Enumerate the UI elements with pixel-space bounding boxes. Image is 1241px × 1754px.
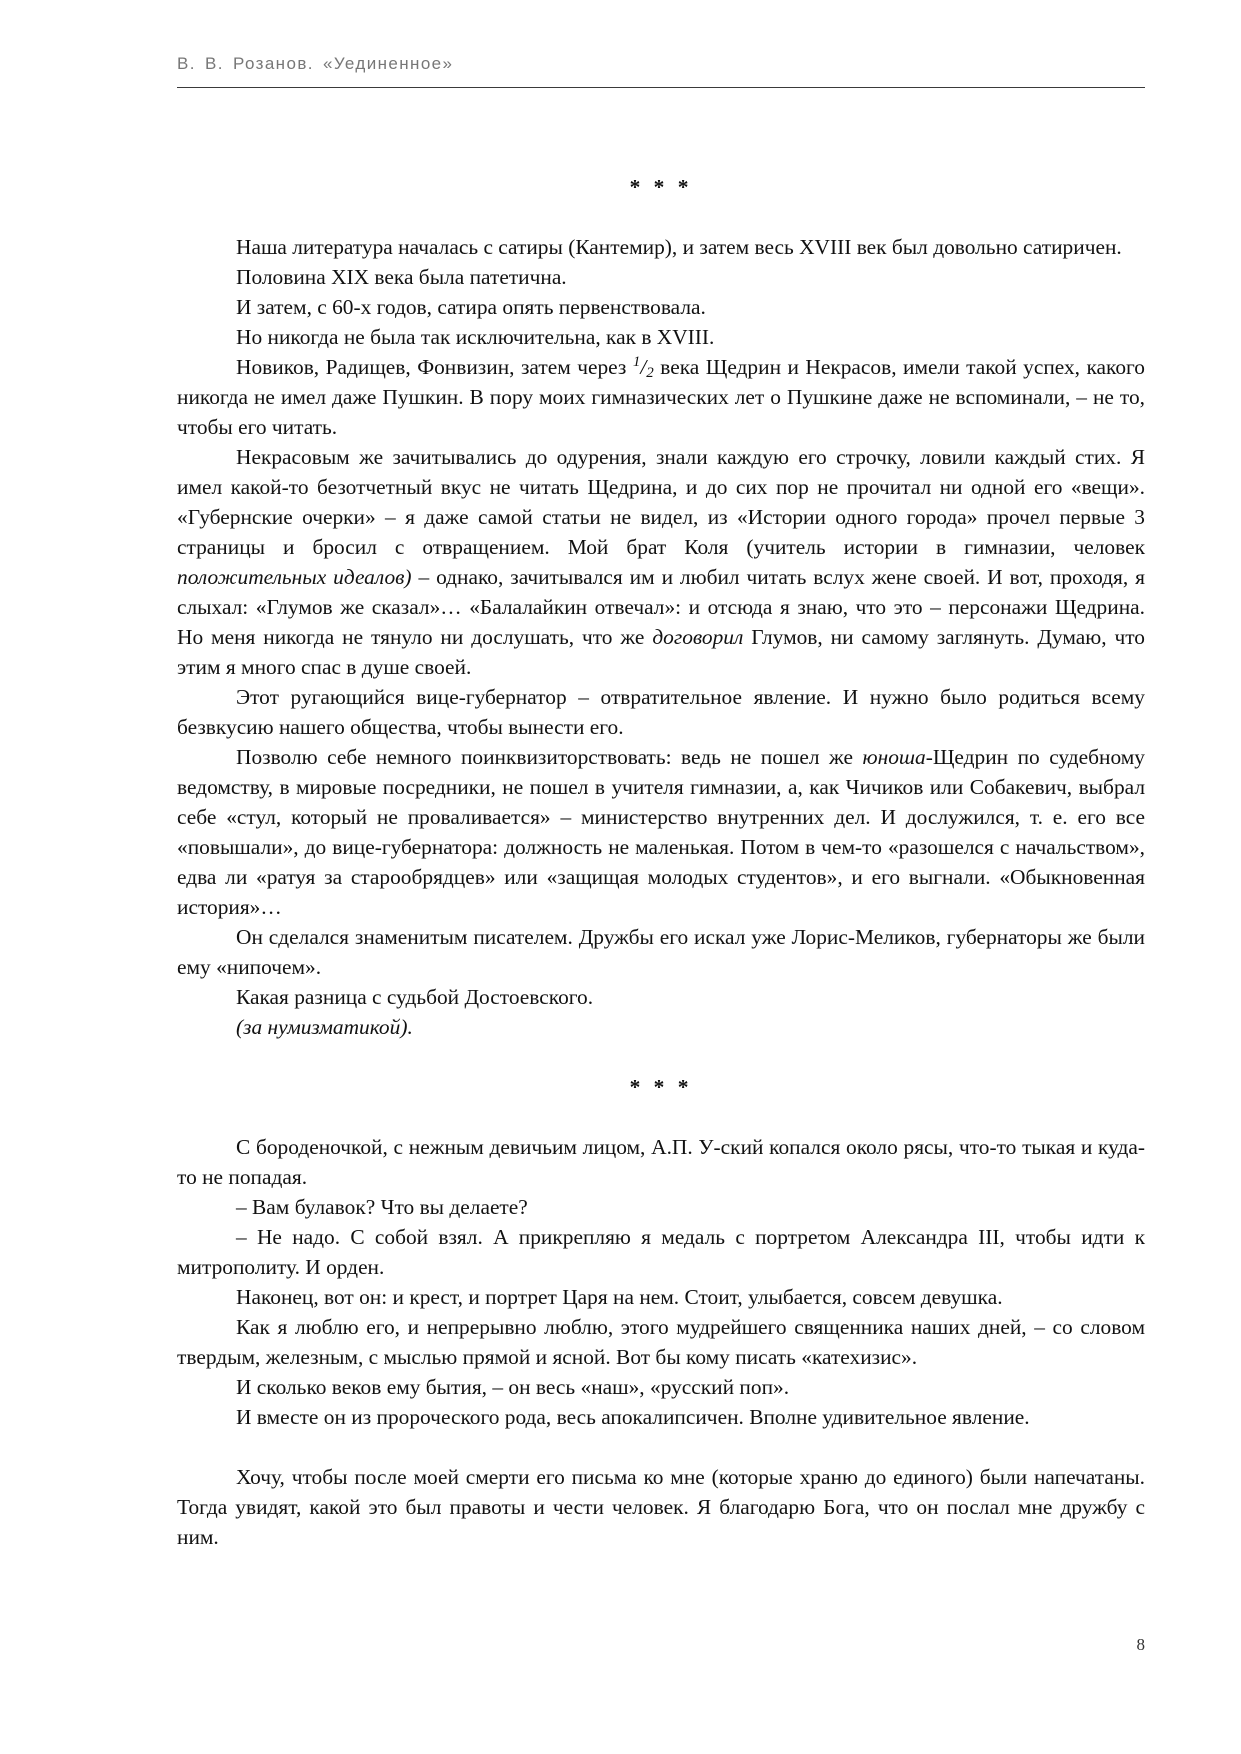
paragraph xyxy=(177,322,1145,352)
text-run: И сколько веков ему бытия, – он весь «наш», «русский поп». xyxy=(236,1375,790,1399)
text-run: Позволю себе немного поинквизиторствовать: ведь не пошел же xyxy=(236,745,863,769)
text-run: И затем, с 60-х годов, сатира опять первенствовала. xyxy=(236,295,706,319)
page-number: 8 xyxy=(1136,1635,1145,1654)
text-run: Новиков, Радищев, Фонвизин, затем через xyxy=(236,355,633,379)
text-run: Некрасовым же зачитывались до одурения, знали каждую его строчку, ловили каждый стих. Я имел какой-то безотчетный вкус не читать Щедрина, и до сих пор не прочитал ни одной его «вещи». «Губернские очерки» – я даже самой статьи не видел, из «Истории одного города» прочел первые 3 страницы и бросил с отвращением. Мой брат Коля (учитель истории в гимназии, человек xyxy=(177,445,1145,559)
section-break: * * * xyxy=(629,1075,693,1099)
paragraph xyxy=(177,1402,1145,1432)
section-paragraphs xyxy=(177,1462,1145,1552)
running-header: В. В. Розанов. «Уединенное» xyxy=(177,54,454,73)
text-run: Какая разница с судьбой Достоевского. xyxy=(236,985,594,1009)
text-run: Хочу, чтобы после моей смерти его письма ко мне (которые храню до единого) были напечатаны. Тогда увидят, какой это был правоты и чести человек. Я благодарю Бога, что он послал мне дружбу с ним. xyxy=(177,1465,1145,1549)
paragraph xyxy=(177,442,1145,682)
paragraph xyxy=(177,922,1145,982)
text-run: – Вам булавок? Что вы делаете? xyxy=(236,1195,528,1219)
italic-run: договорил xyxy=(652,625,744,649)
paragraph xyxy=(177,1282,1145,1312)
paragraph xyxy=(177,1462,1145,1552)
text-run: Этот ругающийся вице-губернатор – отвратительное явление. И нужно было родиться всему безвкусию нашего общества, чтобы вынести его. xyxy=(177,685,1145,739)
page-body xyxy=(177,172,1145,1552)
fraction-numerator: 1 xyxy=(632,354,641,370)
paragraph xyxy=(177,352,1145,442)
section-paragraphs xyxy=(177,232,1145,1042)
section-paragraphs xyxy=(177,1132,1145,1432)
paragraph xyxy=(177,262,1145,292)
italic-run: положительных идеалов) xyxy=(177,565,412,589)
text-run: – Не надо. С собой взял. А прикрепляю я медаль с портретом Александра III, чтобы идти к митрополиту. И орден. xyxy=(177,1225,1145,1279)
text-run: Наконец, вот он: и крест, и портрет Царя на нем. Стоит, улыбается, совсем девушка. xyxy=(236,1285,1003,1309)
paragraph xyxy=(177,232,1145,262)
italic-run: юноша xyxy=(862,745,926,769)
italic-run: (за нумизматикой). xyxy=(236,1015,413,1039)
header-divider xyxy=(177,87,1145,88)
section-break: * * * xyxy=(629,175,693,199)
text-run: Наша литература началась с сатиры (Кантемир), и затем весь XVIII век был довольно сатиричен. xyxy=(236,235,1122,259)
text-run: Глумов, ни самому заглянуть. Думаю, что этим я много спас в душе своей. xyxy=(177,625,1145,679)
text-run: -Щедрин по судебному ведомству, в мировые посредники, не пошел в учителя гимназии, а, как Чичиков или Собакевич, выбрал себе «стул, который не проваливается» – министерство внутренних дел. И дослужился, т. е. его все «повышали», до вице-губернатора: должность не маленькая. Потом в чем-то «разошелся с начальством», едва ли «ратуя за старообрядцев» или «защищая молодых студентов», и его выгнали. «Обыкновенная история»… xyxy=(177,745,1146,919)
paragraph xyxy=(177,1192,1145,1222)
paragraph xyxy=(177,682,1145,742)
paragraph xyxy=(177,742,1145,922)
text-run: Он сделался знаменитым писателем. Дружбы его искал уже Лорис-Меликов, губернаторы же были ему «нипочем». xyxy=(177,925,1145,979)
text-run: Половина XIX века была патетична. xyxy=(236,265,567,289)
paragraph xyxy=(177,292,1145,322)
text-run: Как я люблю его, и непрерывно люблю, этого мудрейшего священника наших дней, – со словом твердым, железным, с мыслью прямой и ясной. Вот бы кому писать «катехизис». xyxy=(177,1315,1145,1369)
text-run: С бороденочкой, с нежным девичьим лицом, А.П. У-ский копался около рясы, что-то тыкая и куда-то не попадая. xyxy=(177,1135,1145,1189)
paragraph xyxy=(177,1012,1145,1042)
text-run: И вместе он из пророческого рода, весь апокалипсичен. Вполне удивительное явление. xyxy=(236,1405,1030,1429)
text-run: Но никогда не была так исключительна, как в XVIII. xyxy=(236,325,715,349)
paragraph xyxy=(177,1372,1145,1402)
fraction-denominator: 2 xyxy=(646,365,654,381)
text-run: – однако, зачитывался им и любил читать вслух жене своей. И вот, проходя, я слыхал: «Глумов же сказал»… «Балалайкин отвечал»: и отсюда я знаю, что это – персонажи Щедрина. Но меня никогда не тянуло ни дослушать, что же xyxy=(177,565,1145,649)
text-run: века Щедрин и Некрасов, имели такой успех, какого никогда не имел даже Пушкин. В пору моих гимназических лет о Пушкине даже не вспоминали, – не то, чтобы его читать. xyxy=(177,355,1145,439)
paragraph xyxy=(177,1222,1145,1282)
paragraph xyxy=(177,1132,1145,1192)
fraction: $^1/_2$ xyxy=(632,354,654,381)
paragraph xyxy=(177,1312,1145,1372)
paragraph xyxy=(177,982,1145,1012)
